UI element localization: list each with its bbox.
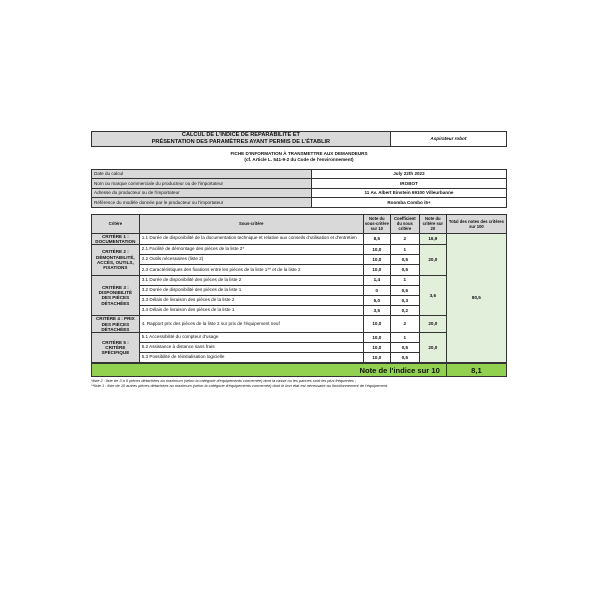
form-subtitle <box>91 151 507 163</box>
info-value: 11 Av. Albert Einstein 69100 Villeurbanne <box>311 188 506 198</box>
col-total: Total des notes des critères sur 100 <box>446 214 506 233</box>
sub-criterion-coef: 0,5 <box>390 255 419 265</box>
criterion-note-20: 3,6 <box>419 275 446 316</box>
sub-criterion-coef: 1 <box>390 332 419 342</box>
info-row <box>92 179 507 189</box>
criteria-table <box>91 214 507 364</box>
info-row <box>92 198 507 208</box>
criterion-name: CRITÈRE 3 : DISPONIBILITÉ DES PIÈCES DÉTACHÉES <box>92 275 140 316</box>
sub-criterion-coef: 0,3 <box>390 295 419 305</box>
criterion-name: CRITÈRE 4 : PRIX DES PIÈCES DÉTACHÉES <box>92 316 140 333</box>
info-value: IROBOT <box>311 179 506 189</box>
info-label: Date du calcul <box>92 169 312 179</box>
sub-criterion-note: 8,5 <box>363 233 390 244</box>
sub-criterion-coef: 0,5 <box>390 285 419 295</box>
sub-criterion-label: 2.1 Facilité de démontage des pièces de la liste 2* <box>139 244 363 254</box>
sub-criterion-coef: 2 <box>390 316 419 333</box>
col-note: Note du sous-critère sur 10 <box>364 215 389 232</box>
sub-criterion-label: 4. Rapport prix des pièces de la liste 2 sur prix de l'équipement neuf <box>139 316 363 333</box>
col-sous-critere: Sous-critère <box>139 214 363 233</box>
info-value: Roomba Combo i5+ <box>311 198 506 208</box>
table-row <box>92 316 507 333</box>
info-table <box>91 169 507 208</box>
criterion-note-20: 20,0 <box>419 244 446 275</box>
sub-criterion-coef: 0,5 <box>390 265 419 275</box>
sub-criterion-coef: 0,2 <box>390 306 419 316</box>
sub-criterion-note: 10,0 <box>363 265 390 275</box>
repairability-sheet <box>91 131 507 389</box>
title-block <box>91 131 507 147</box>
title-line-2: PRÉSENTATION DES PARAMÈTRES AYANT PERMIS DE L'ÉTABLIR <box>151 138 331 145</box>
footnotes <box>91 379 507 389</box>
info-label: Référence du modèle donnée par le producteur ou l'importateur <box>92 198 312 208</box>
col-coef: Coefficient du sous critère <box>390 214 419 233</box>
sub-criterion-note: 10,0 <box>363 353 390 363</box>
info-label: Adresse du producteur ou de l'importateur <box>92 188 312 198</box>
sub-criterion-note: 10,0 <box>363 255 390 265</box>
sub-criterion-coef: 1 <box>390 244 419 254</box>
footnote-liste-1: **liste 1 : liste de 10 autres pièces détachées au maximum (selon la catégorie d'équipements concernée) dont le bon état est nécessaire au fonctionnement de l'équipement. <box>91 383 389 389</box>
info-value: July 22th 2022 <box>311 169 506 179</box>
sub-criterion-coef: 0,5 <box>390 343 419 353</box>
criterion-name: CRITÈRE 2 : DÉMONTABILITÉ, ACCÈS, OUTILS, FIXATIONS <box>92 244 140 275</box>
table-row <box>92 332 507 342</box>
table-row <box>92 275 507 285</box>
table-row <box>92 233 507 244</box>
criterion-name: CRITÈRE 1 : DOCUMENTATION <box>92 233 140 244</box>
footnote-liste-2: *liste 2 : liste de 3 à 5 pièces détachées au maximum (selon la catégorie d'équipements concernée) dont la casse ou les pannes sont les plus fréquentes ; <box>91 378 357 384</box>
sub-criterion-label: 3.3 Délais de livraison des pièces de la liste 2 <box>139 295 363 305</box>
sub-criterion-note: 10,0 <box>363 343 390 353</box>
sub-criterion-label: 1.1 Durée de disponibilité de la documentation technique et relative aux conseils d'utilisation et d'entretien <box>139 233 363 244</box>
info-row <box>92 169 507 179</box>
total-score-100: 80,5 <box>446 233 506 363</box>
col-note20: Note du critère sur 20 <box>419 214 446 233</box>
sub-criterion-coef: 0,5 <box>390 353 419 363</box>
sub-criterion-note: 5,0 <box>363 295 390 305</box>
criterion-note-20: 16,9 <box>419 233 446 244</box>
product-category: Aspirateur robot <box>390 132 506 147</box>
info-row <box>92 188 507 198</box>
final-score-label: Note de l'indice sur 10 <box>92 364 447 377</box>
sub-criterion-label: 2.3 Caractéristiques des fixations entre les pièces de la liste 1** et de la liste 2 <box>139 265 363 275</box>
criterion-name: CRITÈRE 5 : CRITÈRE SPÉCIFIQUE <box>92 332 140 363</box>
final-score-row <box>91 363 507 377</box>
info-label: Nom ou marque commerciale du producteur ou de l'importateur <box>92 179 312 189</box>
sub-criterion-note: 10,0 <box>363 332 390 342</box>
sub-criterion-label: 3.4 Délais de livraison des pièces de la liste 1 <box>139 306 363 316</box>
sub-criterion-note: 0 <box>363 285 390 295</box>
col-critere: Critère <box>92 214 140 233</box>
sub-criterion-label: 5.1 Accessibilité du compteur d'usage <box>139 332 363 342</box>
sub-criterion-label: 5.3 Possibilité de réinitialisation logicielle <box>139 353 363 363</box>
document-title <box>92 132 391 147</box>
sub-criterion-note: 1,4 <box>363 275 390 285</box>
title-line-1: CALCUL DE L'INDICE DE RÉPARABILITÉ ET <box>181 132 300 138</box>
criterion-note-20: 20,0 <box>419 316 446 333</box>
table-row <box>92 244 507 254</box>
sub-criterion-label: 3.2 Durée de disponibilité des pièces de la liste 1 <box>139 285 363 295</box>
sub-criterion-note: 10,0 <box>363 244 390 254</box>
criterion-note-20: 20,0 <box>419 332 446 363</box>
sub-criterion-coef: 2 <box>390 233 419 244</box>
sub-criterion-note: 3,5 <box>363 306 390 316</box>
final-score-value: 8,1 <box>446 364 506 377</box>
sub-criterion-label: 2.2 Outils nécessaires (liste 2) <box>139 255 363 265</box>
sub-criterion-label: 3.1 Durée de disponibilité des pièces de la liste 2 <box>139 275 363 285</box>
subtitle-line-2: (cf. Article L. 541-9-2 du Code de l'environnement) <box>244 156 354 162</box>
subtitle-line-1: FICHE D'INFORMATION À TRANSMETTRE AUX DEMANDEURS <box>230 150 368 156</box>
sub-criterion-coef: 1 <box>390 275 419 285</box>
sub-criterion-note: 10,0 <box>363 316 390 333</box>
sub-criterion-label: 5.2 Assistance à distance sans frais <box>139 343 363 353</box>
